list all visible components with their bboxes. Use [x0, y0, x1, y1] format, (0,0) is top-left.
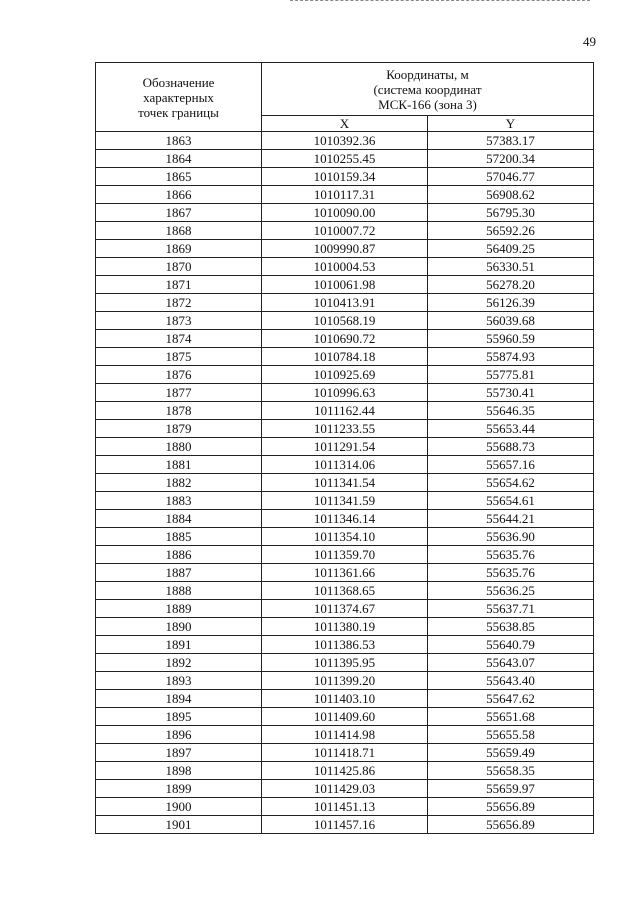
x-coordinate-cell: 1010784.18 — [262, 348, 428, 366]
table-row — [96, 168, 594, 186]
point-id-cell: 1889 — [96, 600, 262, 618]
point-id-cell: 1880 — [96, 438, 262, 456]
points-header — [96, 63, 262, 132]
point-id-cell: 1900 — [96, 798, 262, 816]
point-id-cell: 1888 — [96, 582, 262, 600]
y-coordinate-cell: 55655.58 — [428, 726, 594, 744]
y-coordinate-cell: 56039.68 — [428, 312, 594, 330]
table-row — [96, 816, 594, 834]
point-id-cell: 1892 — [96, 654, 262, 672]
table-row — [96, 438, 594, 456]
x-coordinate-cell: 1011403.10 — [262, 690, 428, 708]
coords-header — [262, 63, 594, 116]
x-coordinate-cell: 1010568.19 — [262, 312, 428, 330]
table-row — [96, 384, 594, 402]
point-id-cell: 1873 — [96, 312, 262, 330]
x-coordinate-cell: 1010690.72 — [262, 330, 428, 348]
point-id-cell: 1883 — [96, 492, 262, 510]
x-coordinate-cell: 1010090.00 — [262, 204, 428, 222]
x-coordinate-cell: 1011361.66 — [262, 564, 428, 582]
y-coordinate-cell: 55657.16 — [428, 456, 594, 474]
table-row — [96, 618, 594, 636]
y-coordinate-cell: 55646.35 — [428, 402, 594, 420]
table-row — [96, 636, 594, 654]
point-id-cell: 1891 — [96, 636, 262, 654]
table-row — [96, 492, 594, 510]
x-coordinate-cell: 1011418.71 — [262, 744, 428, 762]
x-coordinate-cell: 1011395.95 — [262, 654, 428, 672]
table-row — [96, 744, 594, 762]
point-id-cell: 1869 — [96, 240, 262, 258]
y-coordinate-cell: 55635.76 — [428, 546, 594, 564]
x-coordinate-cell: 1011429.03 — [262, 780, 428, 798]
table-row — [96, 186, 594, 204]
table-row — [96, 528, 594, 546]
y-coordinate-cell: 55775.81 — [428, 366, 594, 384]
table-row — [96, 366, 594, 384]
coords-header-label: Координаты, м (система координат МСК-166 (зона 3) — [373, 66, 482, 112]
x-header: X — [262, 116, 428, 132]
table-row — [96, 258, 594, 276]
x-coordinate-cell: 1011425.86 — [262, 762, 428, 780]
table-row — [96, 294, 594, 312]
y-coordinate-cell: 56592.26 — [428, 222, 594, 240]
point-id-cell: 1867 — [96, 204, 262, 222]
point-id-cell: 1898 — [96, 762, 262, 780]
y-coordinate-cell: 55654.61 — [428, 492, 594, 510]
table-row — [96, 672, 594, 690]
table-row — [96, 276, 594, 294]
x-coordinate-cell: 1011399.20 — [262, 672, 428, 690]
point-id-cell: 1877 — [96, 384, 262, 402]
y-coordinate-cell: 55637.71 — [428, 600, 594, 618]
y-coordinate-cell: 56908.62 — [428, 186, 594, 204]
y-coordinate-cell: 55635.76 — [428, 564, 594, 582]
y-coordinate-cell: 56126.39 — [428, 294, 594, 312]
table-row — [96, 780, 594, 798]
x-coordinate-cell: 1011457.16 — [262, 816, 428, 834]
y-coordinate-cell: 55647.62 — [428, 690, 594, 708]
y-coordinate-cell: 55636.25 — [428, 582, 594, 600]
point-id-cell: 1890 — [96, 618, 262, 636]
x-coordinate-cell: 1011374.67 — [262, 600, 428, 618]
point-id-cell: 1863 — [96, 132, 262, 150]
x-coordinate-cell: 1009990.87 — [262, 240, 428, 258]
point-id-cell: 1881 — [96, 456, 262, 474]
page-number: 49 — [583, 34, 596, 49]
table-row — [96, 348, 594, 366]
point-id-cell: 1870 — [96, 258, 262, 276]
y-coordinate-cell: 55658.35 — [428, 762, 594, 780]
x-coordinate-cell: 1011380.19 — [262, 618, 428, 636]
table-row — [96, 420, 594, 438]
x-coordinate-cell: 1010004.53 — [262, 258, 428, 276]
y-coordinate-cell: 55659.97 — [428, 780, 594, 798]
point-id-cell: 1893 — [96, 672, 262, 690]
table-row — [96, 708, 594, 726]
x-coordinate-cell: 1011409.60 — [262, 708, 428, 726]
x-coordinate-cell: 1011368.65 — [262, 582, 428, 600]
point-id-cell: 1879 — [96, 420, 262, 438]
point-id-cell: 1872 — [96, 294, 262, 312]
table-row — [96, 312, 594, 330]
table-row — [96, 204, 594, 222]
y-coordinate-cell: 55640.79 — [428, 636, 594, 654]
x-coordinate-cell: 1011386.53 — [262, 636, 428, 654]
x-coordinate-cell: 1011341.59 — [262, 492, 428, 510]
table-row — [96, 456, 594, 474]
x-coordinate-cell: 1011451.13 — [262, 798, 428, 816]
x-coordinate-cell: 1011162.44 — [262, 402, 428, 420]
point-id-cell: 1894 — [96, 690, 262, 708]
x-coordinate-cell: 1010117.31 — [262, 186, 428, 204]
table-row — [96, 330, 594, 348]
x-coordinate-cell: 1011414.98 — [262, 726, 428, 744]
y-coordinate-cell: 55656.89 — [428, 798, 594, 816]
y-coordinate-cell: 57200.34 — [428, 150, 594, 168]
point-id-cell: 1868 — [96, 222, 262, 240]
x-coordinate-cell: 1010392.36 — [262, 132, 428, 150]
point-id-cell: 1875 — [96, 348, 262, 366]
x-coordinate-cell: 1010159.34 — [262, 168, 428, 186]
point-id-cell: 1884 — [96, 510, 262, 528]
y-coordinate-cell: 57383.17 — [428, 132, 594, 150]
x-coordinate-cell: 1010255.45 — [262, 150, 428, 168]
point-id-cell: 1885 — [96, 528, 262, 546]
point-id-cell: 1899 — [96, 780, 262, 798]
y-coordinate-cell: 56409.25 — [428, 240, 594, 258]
x-coordinate-cell: 1011291.54 — [262, 438, 428, 456]
table-row — [96, 798, 594, 816]
x-coordinate-cell: 1010996.63 — [262, 384, 428, 402]
table-row — [96, 690, 594, 708]
table-row — [96, 222, 594, 240]
point-id-cell: 1874 — [96, 330, 262, 348]
x-coordinate-cell: 1011359.70 — [262, 546, 428, 564]
table-row — [96, 582, 594, 600]
x-coordinate-cell: 1010925.69 — [262, 366, 428, 384]
y-coordinate-cell: 55688.73 — [428, 438, 594, 456]
y-coordinate-cell: 55656.89 — [428, 816, 594, 834]
table-row — [96, 546, 594, 564]
table-row — [96, 654, 594, 672]
point-id-cell: 1866 — [96, 186, 262, 204]
table-row — [96, 240, 594, 258]
x-coordinate-cell: 1011341.54 — [262, 474, 428, 492]
x-coordinate-cell: 1010061.98 — [262, 276, 428, 294]
point-id-cell: 1878 — [96, 402, 262, 420]
table-row — [96, 150, 594, 168]
x-coordinate-cell: 1011233.55 — [262, 420, 428, 438]
point-id-cell: 1897 — [96, 744, 262, 762]
y-coordinate-cell: 55659.49 — [428, 744, 594, 762]
point-id-cell: 1865 — [96, 168, 262, 186]
point-id-cell: 1886 — [96, 546, 262, 564]
table-row — [96, 564, 594, 582]
x-coordinate-cell: 1011346.14 — [262, 510, 428, 528]
points-header-label: Обозначение характерных точек границы — [138, 74, 219, 120]
table-row — [96, 474, 594, 492]
y-coordinate-cell: 55654.62 — [428, 474, 594, 492]
point-id-cell: 1864 — [96, 150, 262, 168]
y-coordinate-cell: 55643.40 — [428, 672, 594, 690]
table-row — [96, 762, 594, 780]
point-id-cell: 1896 — [96, 726, 262, 744]
y-coordinate-cell: 57046.77 — [428, 168, 594, 186]
y-coordinate-cell: 55644.21 — [428, 510, 594, 528]
x-coordinate-cell: 1010413.91 — [262, 294, 428, 312]
y-coordinate-cell: 56795.30 — [428, 204, 594, 222]
y-header: Y — [428, 116, 594, 132]
top-scan-mark — [290, 0, 590, 3]
x-coordinate-cell: 1011314.06 — [262, 456, 428, 474]
point-id-cell: 1895 — [96, 708, 262, 726]
y-coordinate-cell: 55960.59 — [428, 330, 594, 348]
x-coordinate-cell: 1010007.72 — [262, 222, 428, 240]
y-coordinate-cell: 56330.51 — [428, 258, 594, 276]
point-id-cell: 1871 — [96, 276, 262, 294]
table-row — [96, 510, 594, 528]
y-coordinate-cell: 55643.07 — [428, 654, 594, 672]
y-coordinate-cell: 55636.90 — [428, 528, 594, 546]
table-row — [96, 132, 594, 150]
x-coordinate-cell: 1011354.10 — [262, 528, 428, 546]
point-id-cell: 1887 — [96, 564, 262, 582]
y-coordinate-cell: 55653.44 — [428, 420, 594, 438]
table-body — [96, 132, 594, 834]
coordinates-table — [95, 62, 594, 834]
table-row — [96, 600, 594, 618]
point-id-cell: 1901 — [96, 816, 262, 834]
y-coordinate-cell: 55874.93 — [428, 348, 594, 366]
y-coordinate-cell: 56278.20 — [428, 276, 594, 294]
table-row — [96, 402, 594, 420]
point-id-cell: 1882 — [96, 474, 262, 492]
y-coordinate-cell: 55730.41 — [428, 384, 594, 402]
point-id-cell: 1876 — [96, 366, 262, 384]
y-coordinate-cell: 55651.68 — [428, 708, 594, 726]
table-row — [96, 726, 594, 744]
y-coordinate-cell: 55638.85 — [428, 618, 594, 636]
